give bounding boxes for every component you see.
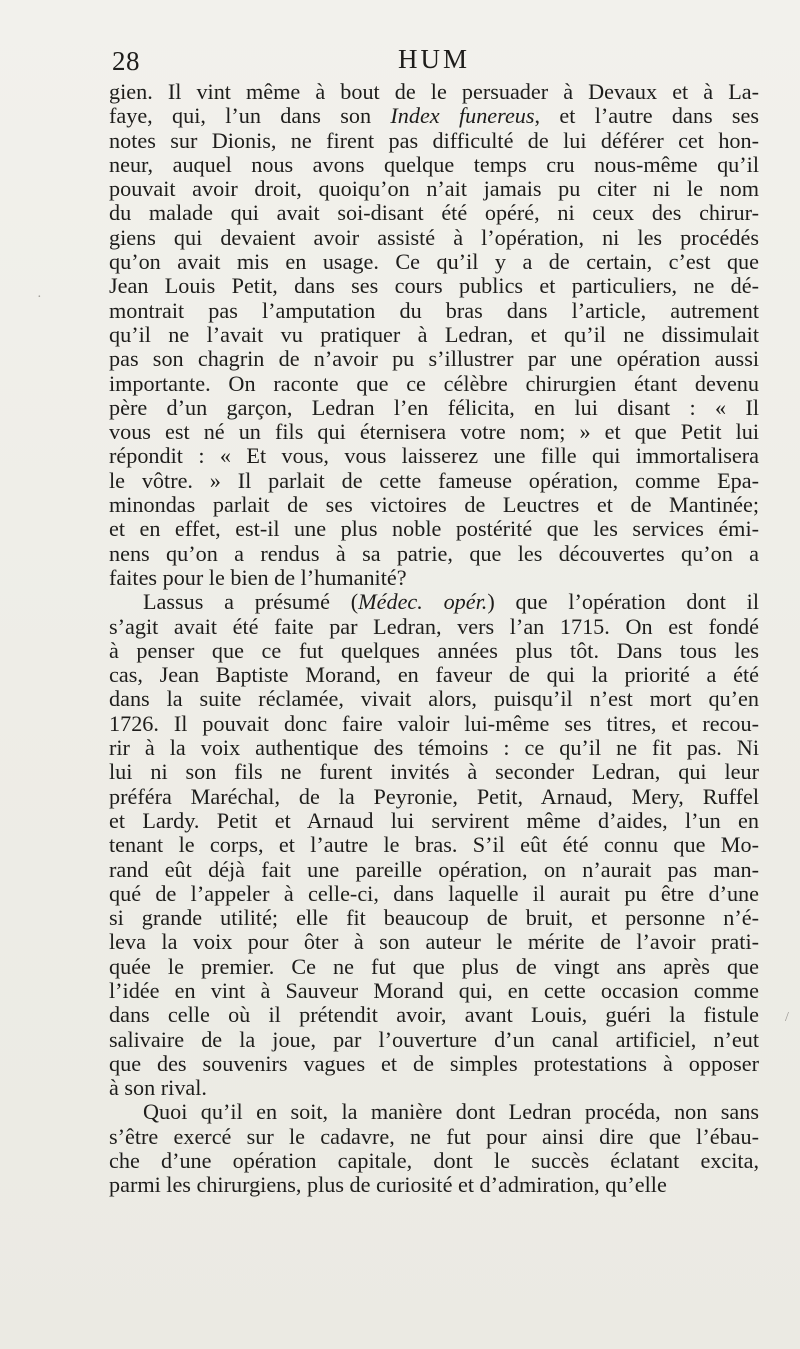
margin-speck: / [785, 1010, 789, 1025]
text-line: qu’on avait mis en usage. Ce qu’il y a de certain, c’est que [109, 249, 759, 275]
text-line: s’agit avait été faite par Ledran, vers l’an 1715. On est fondé [109, 613, 759, 639]
text-line: nens qu’on a rendus à sa patrie, que les découvertes qu’on a [109, 540, 759, 566]
text-line: neur, auquel nous avons quelque temps cru nous-même qu’il [109, 151, 759, 177]
text-line: à penser que ce fut quelques années plus tôt. Dans tous les [109, 637, 759, 663]
text-line: che d’une opération capitale, dont le succès éclatant excita, [109, 1148, 759, 1174]
text-line: s’être exercé sur le cadavre, ne fut pour ainsi dire que l’ébau- [109, 1123, 759, 1149]
text-line: préféra Maréchal, de la Peyronie, Petit, Arnaud, Mery, Ruffel [109, 783, 759, 809]
text-line: pouvait avoir droit, quoiqu’on n’ait jamais pu citer ni le nom [109, 176, 759, 202]
text-line: faites pour le bien de l’humanité? [109, 564, 407, 590]
text-line: que des souvenirs vagues et de simples protestations à opposer [109, 1050, 759, 1076]
text-line: parmi les chirurgiens, plus de curiosité et d’admiration, qu’elle [109, 1172, 667, 1198]
text-line: notes sur Dionis, ne firent pas difficulté de lui déférer cet hon- [109, 127, 759, 153]
text-line: Lassus a présumé (Médec. opér.) que l’opération dont il [143, 589, 759, 615]
body-text [109, 80, 759, 1198]
margin-speck: · [37, 290, 42, 305]
text-line: père d’un garçon, Ledran l’en félicita, en lui disant : « Il [109, 394, 759, 420]
text-line: du malade qui avait soi-disant été opéré, ni ceux des chirur- [109, 200, 759, 226]
text-line: montrait pas l’amputation du bras dans l’article, autrement [109, 297, 759, 323]
italic-citation: Index funereus [390, 103, 535, 129]
running-head: HUM [397, 44, 470, 74]
paragraph [109, 80, 759, 590]
text-line: qué de l’appeler à celle-ci, dans laquelle il aurait pu être d’une [109, 880, 759, 906]
text-line: 1726. Il pouvait donc faire valoir lui-même ses titres, et recou- [109, 710, 759, 736]
text-line: le vôtre. » Il parlait de cette fameuse opération, comme Epa- [109, 467, 759, 493]
text-line: pas son chagrin de n’avoir pu s’illustrer par une opération aussi [109, 346, 759, 372]
paragraph [109, 590, 759, 1100]
text-line: dans la suite réclamée, vivait alors, puisqu’il n’est mort qu’en [109, 686, 759, 712]
text-line: giens qui devaient avoir assisté à l’opération, ni les procédés [109, 224, 759, 250]
paragraph [109, 1100, 759, 1197]
text-line: minondas parlait de ses victoires de Leuctres et de Mantinée; [109, 492, 759, 518]
text-line: cas, Jean Baptiste Morand, en faveur de qui la priorité a été [109, 662, 759, 688]
text-line: et en effet, est-il une plus noble postérité que les services émi- [109, 516, 759, 542]
text-line: lui ni son fils ne furent invités à seconder Ledran, qui leur [109, 759, 759, 785]
text-line: Jean Louis Petit, dans ses cours publics et particuliers, ne dé- [109, 273, 759, 299]
text-line: l’idée en vint à Sauveur Morand qui, en cette occasion comme [109, 977, 759, 1003]
page-header [110, 44, 758, 78]
text-line: rand eût déjà fait une pareille opération, on n’aurait pas man- [109, 856, 759, 882]
text-line: importante. On raconte que ce célèbre chirurgien étant devenu [109, 370, 759, 396]
text-line: dans celle où il prétendit avoir, avant Louis, guéri la fistule [109, 1002, 759, 1028]
text-line: rir à la voix authentique des témoins : ce qu’il ne fit pas. Ni [109, 735, 759, 761]
text-line: répondit : « Et vous, vous laisserez une fille qui immortalisera [109, 443, 759, 469]
text-line: Quoi qu’il en soit, la manière dont Ledran procéda, non sans [143, 1099, 759, 1125]
text-line: si grande utilité; elle fit beaucoup de bruit, et personne n’é- [109, 905, 759, 931]
text-line: à son rival. [109, 1075, 207, 1101]
text-line: faye, qui, l’un dans son Index funereus, et l’autre dans ses [109, 103, 760, 129]
text-line: tenant le corps, et l’autre le bras. S’il eût été connu que Mo- [109, 832, 759, 858]
text-line: et Lardy. Petit et Arnaud lui servirent même d’aides, l’un en [109, 807, 759, 833]
text-line: leva la voix pour ôter à son auteur le mérite de l’avoir prati- [109, 929, 759, 955]
page-number: 28 [112, 46, 140, 76]
text-line: salivaire de la joue, par l’ouverture d’un canal artificiel, n’eut [109, 1026, 759, 1052]
text-line: quée le premier. Ce ne fut que plus de vingt ans après que [109, 953, 759, 979]
text-line: vous est né un fils qui éternisera votre nom; » et que Petit lui [109, 419, 759, 445]
text-line: gien. Il vint même à bout de le persuader à Devaux et à La- [109, 79, 759, 104]
italic-citation: Médec. opér. [358, 589, 488, 615]
text-line: qu’il ne l’avait vu pratiquer à Ledran, et qu’il ne dissimulait [109, 321, 759, 347]
